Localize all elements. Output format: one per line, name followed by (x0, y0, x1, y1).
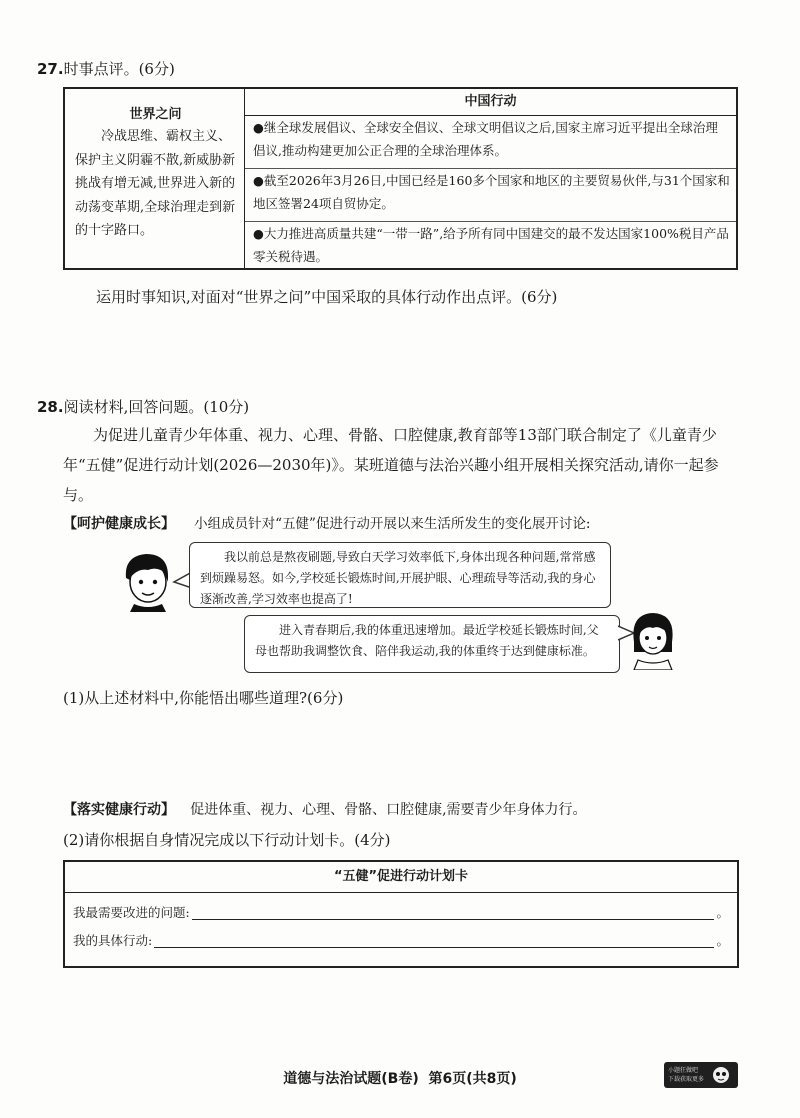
q28-sub1: (1)从上述材料中,你能悟出哪些道理?(6分) (63, 689, 344, 707)
row1-end-mark: 。 (716, 905, 729, 920)
q27-left-body: 冷战思维、霸权主义、保护主义阴霾不散,新威胁新挑战有增无减,世界进入新的动荡变革期,全球治理走到新的十字路口。 (75, 129, 236, 238)
plan-card (63, 860, 739, 968)
section2-tag: 【落实健康行动】 (63, 802, 175, 818)
stamp-line-2: 下载获取更多 (668, 1076, 705, 1083)
plan-card-row2-label: 我的具体行动: (73, 933, 153, 948)
q27-question: 运用时事知识,对面对“世界之问”中国采取的具体行动作出点评。(6分) (96, 288, 558, 306)
stamp-line-1: 小题狂做吧 (668, 1067, 699, 1074)
section1-text: 小组成员针对“五健”促进行动开展以来生活所发生的变化展开讨论: (194, 516, 591, 532)
q27-item-3: ●大力推进高质量共建“一带一路”,给予所有同中国建交的最不发达国家100%税目产品零关税待遇。 (253, 226, 729, 264)
section1-tag: 【呵护健康成长】 (63, 516, 175, 532)
mascot-icon (708, 1064, 734, 1086)
q27-right-column (245, 89, 736, 268)
plan-card-row-problem (73, 902, 729, 924)
q27-heading (37, 58, 175, 79)
q27-title: 时事点评。(6分) (63, 60, 175, 78)
section2-text: 促进体重、视力、心理、骨骼、口腔健康,需要青少年身体力行。 (190, 802, 587, 818)
section2-row (63, 799, 587, 819)
girl-speech-bubble: 进入青春期后,我的体重迅速增加。最近学校延长锻炼时间,父母也帮助我调整饮食、陪伴我运动,我的体重终于达到健康标准。 (244, 615, 620, 673)
action-answer-line[interactable] (154, 946, 714, 948)
boy-speech-bubble: 我以前总是熬夜刷题,导致白天学习效率低下,身体出现各种问题,常常感到烦躁易怒。如今,学校延长锻炼时间,开展护眼、心理疏导等活动,我的身心逐渐改善,学习效率也提高了! (189, 542, 611, 608)
q28-intro: 为促进儿童青少年体重、视力、心理、骨骼、口腔健康,教育部等13部门联合制定了《儿童青少年“五健”促进行动计划(2026—2030年)》。某班道德与法治兴趣小组开展相关探究活动,请你一起参与。 (63, 426, 719, 504)
watermark-stamp (664, 1062, 738, 1088)
plan-card-title: “五健”促进行动计划卡 (65, 862, 737, 893)
row2-end-mark: 。 (716, 933, 729, 948)
q28-title: 阅读材料,回答问题。(10分) (63, 398, 250, 416)
q27-left-head: 世界之问 (129, 107, 182, 122)
q27-number: 27. (37, 60, 64, 78)
q27-item-1: ●继全球发展倡议、全球安全倡议、全球文明倡议之后,国家主席习近平提出全球治理倡议,推动构建更加公正合理的全球治理体系。 (245, 116, 736, 169)
page-footer: 道德与法治试题(B卷) 第6页(共8页) (283, 1071, 517, 1087)
q27-left-column (65, 89, 245, 268)
q28-number: 28. (37, 398, 64, 416)
boy-avatar (118, 548, 178, 612)
girl-avatar (628, 608, 678, 670)
plan-card-row1-label: 我最需要改进的问题: (73, 905, 190, 920)
q28-sub2: (2)请你根据自身情况完成以下行动计划卡。(4分) (63, 831, 391, 849)
q27-item-2: ●截至2026年3月26日,中国已经是160多个国家和地区的主要贸易伙伴,与31个国家和地区签署24项自贸协定。 (245, 169, 736, 222)
q27-right-head: 中国行动 (245, 89, 736, 116)
q27-table (63, 87, 738, 270)
q28-heading (37, 396, 249, 417)
section1-row (63, 512, 590, 533)
problem-answer-line[interactable] (192, 918, 715, 920)
plan-card-row-action (73, 930, 729, 952)
